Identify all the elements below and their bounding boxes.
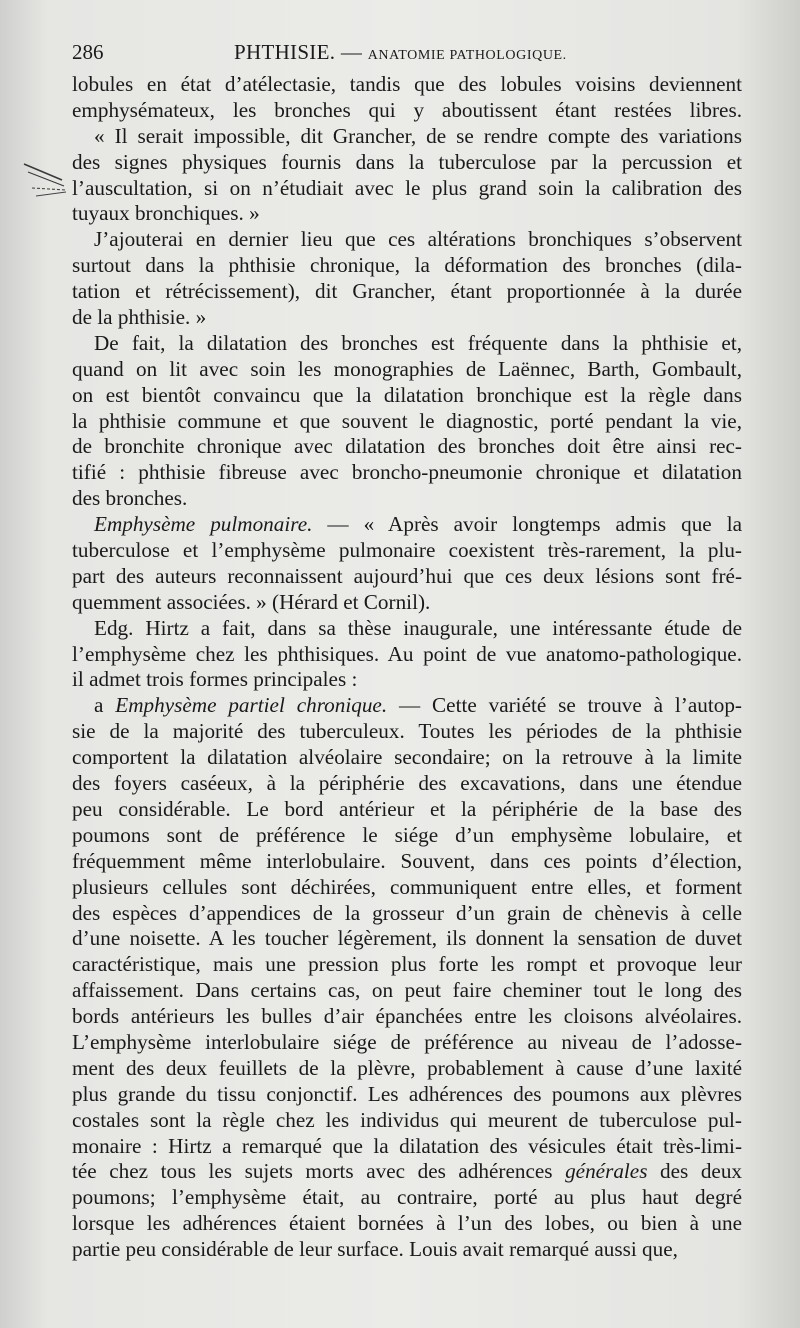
text-line [72,227,742,253]
line-text: comportent la dilatation alvéolaire secondaire; on la retrouve à la limite [72,745,742,770]
text-line [72,875,742,901]
line-text: « Il serait impossible, dit Grancher, de se rendre compte des variations [94,123,742,148]
text-line [72,357,742,383]
text-line [72,1134,742,1160]
line-text: part des auteurs reconnaissent aujourd’hui que ces deux lésions sont fré- [72,563,742,588]
text-line [72,150,742,176]
line-text: poumons sont de préférence le siége d’un emphysème lobulaire, et [72,822,742,847]
line-text: plusieurs cellules sont déchirées, communiquent entre elles, et forment [72,874,742,899]
text-line [72,952,742,978]
line-text: L’emphysème interlobulaire siége de préférence au niveau de l’adosse- [72,1029,742,1054]
text-line [72,1030,742,1056]
text-line [72,98,742,124]
line-text: surtout dans la phthisie chronique, la déformation des bronches (dila- [72,253,742,278]
text-line [72,667,742,693]
pencil-margin-mark [22,160,72,208]
text-line [72,305,742,331]
running-title-main: PHTHISIE. — [234,40,368,64]
line-text: J’ajouterai en dernier lieu que ces altérations bronchiques s’observent [94,227,742,252]
line-text: costales sont la règle chez les individus qui meurent de tuberculose pul- [72,1107,742,1132]
text-line [72,331,742,357]
line-text: des espèces d’appendices de la grosseur d’un grain de chènevis à celle [72,900,742,925]
line-text: tation et rétrécissement), dit Grancher, étant proportionnée à la durée [72,279,742,304]
text-line [72,978,742,1004]
text-line [72,1056,742,1082]
line-text: emphysémateux, les bronches qui y aboutissent étant restées libres. [72,97,742,122]
line-text: plus grande du tissu conjonctif. Les adhérences des poumons aux plèvres [72,1081,742,1106]
italic-phrase: Emphysème pulmonaire. [94,512,313,537]
line-text: tuberculose et l’emphysème pulmonaire coexistent très-rarement, la plu- [72,538,742,563]
line-text: ment des deux feuillets de la plèvre, probablement à cause d’une laxité [72,1055,742,1080]
italic-phrase: Emphysème partiel chronique. [115,693,388,718]
line-text: affaissement. Dans certains cas, on peut faire cheminer tout le long des [72,978,742,1003]
line-text: d’une noisette. A les toucher légèrement, ils donnent la sensation de duvet [72,926,742,951]
text-line [72,279,742,305]
text-line [72,1159,742,1185]
line-text: l’emphysème chez les phthisiques. Au point de vue anatomo-pathologique. [72,641,742,666]
line-text: De fait, la dilatation des bronches est fréquente dans la phthisie et, [94,330,742,355]
line-text: peu considérable. Le bord antérieur et la périphérie de la base des [72,796,742,821]
line-text: quand on lit avec soin les monographies de Laënnec, Barth, Gombault, [72,356,742,381]
text-line [72,538,742,564]
line-text: sie de la majorité des tuberculeux. Toutes les périodes de la phthisie [72,719,742,744]
line-text: a [94,693,116,718]
text-line [72,642,742,668]
text-line [72,564,742,590]
text-line [72,1185,742,1211]
line-text: on est bientôt convaincu que la dilatation bronchique est la règle dans [72,382,742,407]
text-line [72,616,742,642]
line-text: bords antérieurs les bulles d’air épanchées entre les cloisons alvéolaires. [72,1004,742,1029]
line-text: lorsque les adhérences étaient bornées à l’un des lobes, ou bien à une [72,1211,742,1236]
line-text: des foyers caséeux, à la périphérie des excavations, dans une étendue [72,771,742,796]
text-line [72,201,742,227]
line-text: monaire : Hirtz a remarqué que la dilatation des vésicules était très-limi- [72,1133,742,1158]
text-line [72,926,742,952]
line-text: la phthisie commune et que souvent le diagnostic, porté pendant la vie, [72,408,742,433]
line-text: des deux [647,1159,743,1184]
line-text: partie peu considérable de leur surface. Louis avait remarqué aussi que, [72,1237,678,1262]
text-line [72,434,742,460]
text-line [72,409,742,435]
text-line [72,823,742,849]
text-line [72,901,742,927]
line-text: de bronchite chronique avec dilatation des bronches doit être ainsi rec- [72,434,742,459]
text-line [72,1211,742,1237]
running-title [234,40,567,65]
text-line [72,1004,742,1030]
running-head [72,40,742,70]
line-text: des signes physiques fournis dans la tuberculose par la percussion et [72,149,742,174]
text-line [72,1108,742,1134]
line-text: tuyaux bronchiques. » [72,201,260,226]
text-line [72,719,742,745]
line-text: — Cette variété se trouve à l’autop- [387,693,742,718]
italic-phrase: générales [565,1159,648,1184]
text-line [72,253,742,279]
text-line [72,745,742,771]
page-number: 286 [72,40,104,64]
text-line [72,693,742,719]
line-text: tée chez tous les sujets morts avec des adhérences [72,1159,566,1184]
text-line [72,1237,742,1263]
text-line [72,460,742,486]
text-line [72,72,742,98]
line-text: des bronches. [72,486,188,511]
text-line [72,512,742,538]
line-text: lobules en état d’atélectasie, tandis que des lobules voisins deviennent [72,72,742,96]
text-line [72,1082,742,1108]
line-text: quemment associées. » (Hérard et Cornil). [72,589,431,614]
line-text: de la phthisie. » [72,305,207,330]
line-text: il admet trois formes principales : [72,667,358,692]
line-text: fréquemment même interlobulaire. Souvent, dans ces points d’élection, [72,848,742,873]
text-line [72,797,742,823]
line-text: tifié : phthisie fibreuse avec broncho-pneumonie chronique et dilatation [72,460,742,485]
text-line [72,383,742,409]
text-line [72,124,742,150]
text-line [72,849,742,875]
text-line [72,771,742,797]
line-text: Edg. Hirtz a fait, dans sa thèse inaugurale, une intéressante étude de [94,615,742,640]
text-line [72,176,742,202]
text-line [72,590,742,616]
running-title-subtitle: ANATOMIE PATHOLOGIQUE. [367,48,567,63]
body-text [72,72,742,1263]
line-text: caractéristique, mais une pression plus forte les rompt et provoque leur [72,952,742,977]
line-text: poumons; l’emphysème était, au contraire, porté au plus haut degré [72,1185,742,1210]
line-text: — « Après avoir longtemps admis que la [312,512,742,537]
text-line [72,486,742,512]
line-text: l’auscultation, si on n’étudiait avec le plus grand soin la calibration des [72,175,742,200]
